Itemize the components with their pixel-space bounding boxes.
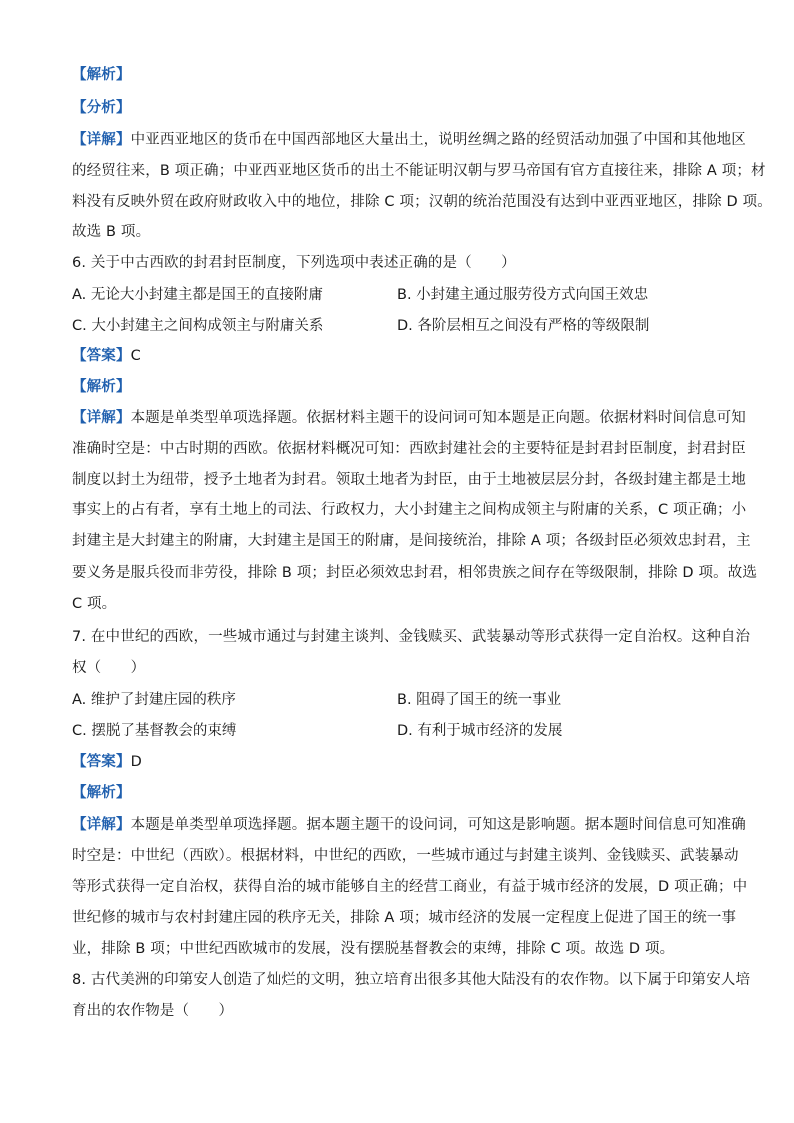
answer-value: D bbox=[130, 754, 142, 770]
q6-option-b: B. 小封建主通过服劳役方式向国王效忠 bbox=[397, 287, 649, 303]
q7-option-b: B. 阻碍了国王的统一事业 bbox=[397, 692, 562, 708]
q7-detail-line: 时空是：中世纪（西欧）。根据材料，中世纪的西欧，一些城市通过与封建主谈判、金钱赎买、武装暴动 bbox=[72, 848, 739, 864]
q6-option-d: D. 各阶层相互之间没有严格的等级限制 bbox=[397, 318, 650, 334]
q5-detail-line: 故选 B 项。 bbox=[72, 224, 151, 240]
jiexi-heading: 【解析】 bbox=[72, 379, 131, 395]
q7-option-d: D. 有利于城市经济的发展 bbox=[397, 723, 563, 739]
q6-detail-line: 【详解】本题是单类型单项选择题。依据材料主题干的设问词可知本题是正向题。依据材料时间信息可知 bbox=[72, 410, 746, 426]
q7-stem: 权（ ） bbox=[72, 660, 146, 676]
q6-detail-line: 要义务是服兵役而非劳役，排除 B 项；封臣必须效忠封君，相邻贵族之间存在等级限制，排除 D 项。故选 bbox=[72, 565, 758, 581]
q7-answer bbox=[72, 752, 142, 772]
q7-detail-line: 业，排除 B 项；中世纪西欧城市的发展，没有摆脱基督教会的束缚，排除 C 项。故选 D 项。 bbox=[72, 941, 675, 957]
q6-detail-line: 封建主是大封建主的附庸，大封建主是国王的附庸，是间接统治，排除 A 项；各级封臣必须效忠封君，主 bbox=[72, 533, 751, 549]
q5-detail-line: 料没有反映外贸在政府财政收入中的地位，排除 C 项；汉朝的统治范围没有达到中亚西亚地区，排除 D 项。 bbox=[72, 194, 772, 210]
answer-tag: 【答案】 bbox=[72, 754, 131, 770]
q7-option-a: A. 维护了封建庄园的秩序 bbox=[72, 692, 236, 708]
fenxi-heading: 【分析】 bbox=[72, 100, 131, 116]
q6-answer bbox=[72, 346, 141, 366]
q7-stem: 7. 在中世纪的西欧，一些城市通过与封建主谈判、金钱赎买、武装暴动等形式获得一定自治权。这种自治 bbox=[72, 629, 751, 645]
answer-value: C bbox=[130, 348, 141, 364]
jiexi-heading: 【解析】 bbox=[72, 67, 131, 83]
q6-detail-line: 准确时空是：中古时期的西欧。依据材料概况可知：西欧封建社会的主要特征是封君封臣制度，封君封臣 bbox=[72, 441, 746, 457]
q6-detail-line: 制度以封土为纽带，授予土地者为封君。领取土地者为封臣，由于土地被层层分封，各级封建主都是土地 bbox=[72, 472, 746, 488]
q7-option-c: C. 摆脱了基督教会的束缚 bbox=[72, 723, 237, 739]
q5-detail-line: 【详解】中亚西亚地区的货币在中国西部地区大量出土，说明丝绸之路的经贸活动加强了中国和其他地区 bbox=[72, 132, 746, 148]
xiangjie-tag: 【详解】 bbox=[72, 817, 131, 833]
q5-detail-line: 的经贸往来，B 项正确；中亚西亚地区货币的出土不能证明汉朝与罗马帝国有官方直接往来，排除 A 项；材 bbox=[72, 163, 766, 179]
q6-option-a: A. 无论大小封建主都是国王的直接附庸 bbox=[72, 287, 323, 303]
xiangjie-tag: 【详解】 bbox=[72, 132, 131, 148]
q6-option-c: C. 大小封建主之间构成领主与附庸关系 bbox=[72, 318, 324, 334]
q7-detail-line: 等形式获得一定自治权，获得自治的城市能够自主的经营工商业，有益于城市经济的发展，D 项正确；中 bbox=[72, 879, 748, 895]
q6-stem: 6. 关于中古西欧的封君封臣制度，下列选项中表述正确的是（ ） bbox=[72, 255, 516, 271]
q8-stem: 育出的农作物是（ ） bbox=[72, 1003, 234, 1019]
q6-detail-line: C 项。 bbox=[72, 596, 117, 612]
q7-detail-line: 【详解】本题是单类型单项选择题。据本题主题干的设问词，可知这是影响题。据本题时间信息可知准确 bbox=[72, 817, 746, 833]
answer-tag: 【答案】 bbox=[72, 348, 131, 364]
q7-detail-line: 世纪修的城市与农村封建庄园的秩序无关，排除 A 项；城市经济的发展一定程度上促进了国王的统一事 bbox=[72, 910, 737, 926]
q6-detail-line: 事实上的占有者，享有土地上的司法、行政权力，大小封建主之间构成领主与附庸的关系，C 项正确；小 bbox=[72, 502, 747, 518]
jiexi-heading: 【解析】 bbox=[72, 785, 131, 801]
xiangjie-tag: 【详解】 bbox=[72, 410, 131, 426]
q8-stem: 8. 古代美洲的印第安人创造了灿烂的文明，独立培育出很多其他大陆没有的农作物。以下属于印第安人培 bbox=[72, 972, 751, 988]
